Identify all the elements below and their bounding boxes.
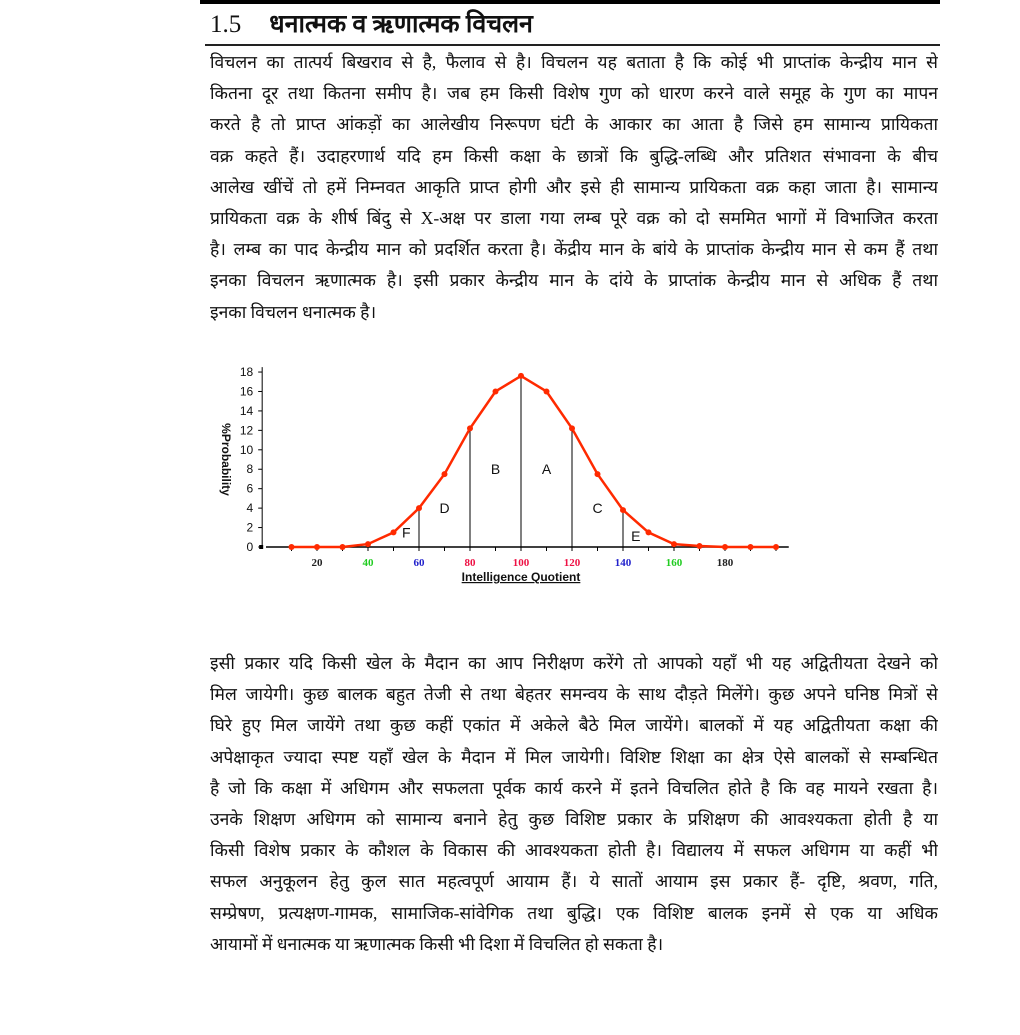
y-tick-label: 0 [246,540,254,554]
x-axis-title: Intelligence Quotient [461,570,581,584]
text-line: कितना दूर तथा कितना समीप है। जब हम किसी विशेष गुण को धारण करने वाले समूह के गुण का मापन [210,83,938,104]
region-label: D [439,499,450,516]
normal-curve-chart [200,360,800,590]
data-point [416,505,422,511]
data-point [340,544,346,550]
data-point [518,373,524,379]
text-line: आयामों में धनात्मक या ऋणात्मक किसी भी दिशा में विचलित हो सकता है। [210,933,664,954]
x-tick-label: 20 [311,557,323,569]
y-tick-label: 4 [246,501,254,516]
data-point [773,544,779,550]
text-line: सम्प्रेषण, प्रत्यक्षण-गामक, सामाजिक-सांवेगिक तथा बुद्धि। एक विशिष्ट बालक इनमें से एक या अधिक [210,902,938,923]
text-line: प्रायिकता वक्र के शीर्ष बिंदु से X-अक्ष पर डाला गया लम्ब पूरे वक्र को दो सममित भागों में विभाजित करता [210,207,938,228]
region-label: F [401,524,411,541]
y-tick-label: 6 [246,481,254,496]
curve-line [292,376,777,547]
x-tick-label: 40 [362,557,374,569]
x-tick-label: 140 [614,557,632,569]
x-tick-label: 160 [665,557,683,569]
text-line: आलेख खींचें तो हमें निम्नवत आकृति प्राप्त होगी और इसे ही सामान्य प्रायिकता वक्र कहा जाता है। सामान्य [210,176,938,197]
y-tick-label: 8 [246,462,254,477]
region-label: A [541,461,552,478]
x-tick-label: 60 [413,557,425,569]
y-tick-label: 12 [239,423,254,438]
data-point [722,544,728,550]
text-line: उनके शिक्षण अधिगम को सामान्य बनाने हेतु कुछ विशिष्ट प्रकार के प्रशिक्षण की आवश्यकता होती है या [210,808,938,829]
data-point [620,507,626,513]
y-tick-label: 14 [239,403,254,418]
data-point [544,388,550,394]
region-label: B [490,461,501,478]
x-tick-label: 80 [464,557,476,569]
data-point [314,544,320,550]
text-line: विचलन का तात्पर्य बिखराव से है, फैलाव से है। विचलन यह बताता है कि कोई भी प्राप्तांक केन्द्रीय मान से [210,52,938,72]
data-point [289,544,295,550]
text-line: मिल जायेगी। कुछ बालक बहुत तेजी से तथा बेहतर समन्वय के साथ दौड़ते मिलेंगे। कुछ अपने घनिष्ठ मित्रों से [210,684,938,705]
y-tick-label: 10 [239,442,254,457]
region-label: C [592,499,603,516]
paragraph-intro [210,47,938,328]
text-line: अपेक्षाकृत ज्यादा स्पष्ट यहाँ खेल के मैदान में मिल जायेगी। विशिष्ट शिक्षा का क्षेत्र ऐसे बालकों से सम्बन्धित [210,746,938,767]
text-line: इनका विचलन ऋणात्मक है। इसी प्रकार केन्द्रीय मान के दांये के प्राप्तांक केन्द्रीय मान से अधिक हैं तथा [210,270,938,291]
heading-rule [205,44,940,46]
text-line: इनका विचलन धनात्मक है। [210,301,377,322]
data-point [467,425,473,431]
data-point [697,543,703,549]
data-point [493,388,499,394]
data-point [442,471,448,477]
data-point [748,544,754,550]
text-line: सफल अनुकूलन हेतु कुल सात महत्वपूर्ण आयाम हैं। ये सातों आयाम इस प्रकार हैं- दृष्टि, श्रवण, गति, [210,871,938,892]
data-point [569,425,575,431]
text-line: घिरे हुए मिल जायेंगे तथा कुछ कहीं एकांत में अकेले बैठे मिल जायेंगे। बालकों में यह अद्वितीयता कक्षा की [210,715,938,736]
y-tick-label: 2 [246,520,254,535]
data-point [646,529,652,535]
text-line: इसी प्रकार यदि किसी खेल के मैदान का आप निरीक्षण करेंगे तो आपको यहाँ भी यह अद्वितीयता देखने को [210,653,938,673]
data-point [595,471,601,477]
x-tick-label: 180 [716,557,734,569]
data-point [391,529,397,535]
section-number: 1.5 [210,11,242,38]
y-tick-label: 18 [239,365,254,380]
text-line: करते है तो प्राप्त आंकड़ों का आलेखीय निरूपण घंटी के आकार का आता है जिसे हम सामान्य प्रायिकता [210,114,938,135]
region-label: E [631,528,641,545]
text-line: किसी विशेष प्रकार के कौशल के विकास की आवश्यकता होती है। विद्यालय में सफल अधिगम या कहीं भी [210,840,938,861]
paragraph-playground [210,648,938,960]
data-point [365,541,371,547]
section-heading [210,6,533,40]
section-title: धनात्मक व ऋणात्मक विचलन [269,11,533,38]
y-tick-label: 16 [239,384,254,399]
text-line: है जो कि कक्षा में अधिगम और सफलता पूर्वक कार्य करने में इतने विचलित होते है कि वह मायने रखता है। [210,777,938,798]
text-line: है। लम्ब का पाद केन्द्रीय मान को प्रदर्शित करता है। केंद्रीय मान के बांये के प्राप्तांक केन्द्रीय मान से कम हैं तथा [210,239,938,260]
data-point [671,541,677,547]
y-axis-title: %Probability [219,423,233,496]
x-tick-label: 100 [512,557,530,569]
text-line: वक्र कहते हैं। उदाहरणार्थ यदि हम किसी कक्षा के छात्रों कि बुद्धि-लब्धि और प्रतिशत संभावना के बीच [210,145,938,166]
x-tick-label: 120 [563,557,581,569]
top-border [200,0,940,4]
